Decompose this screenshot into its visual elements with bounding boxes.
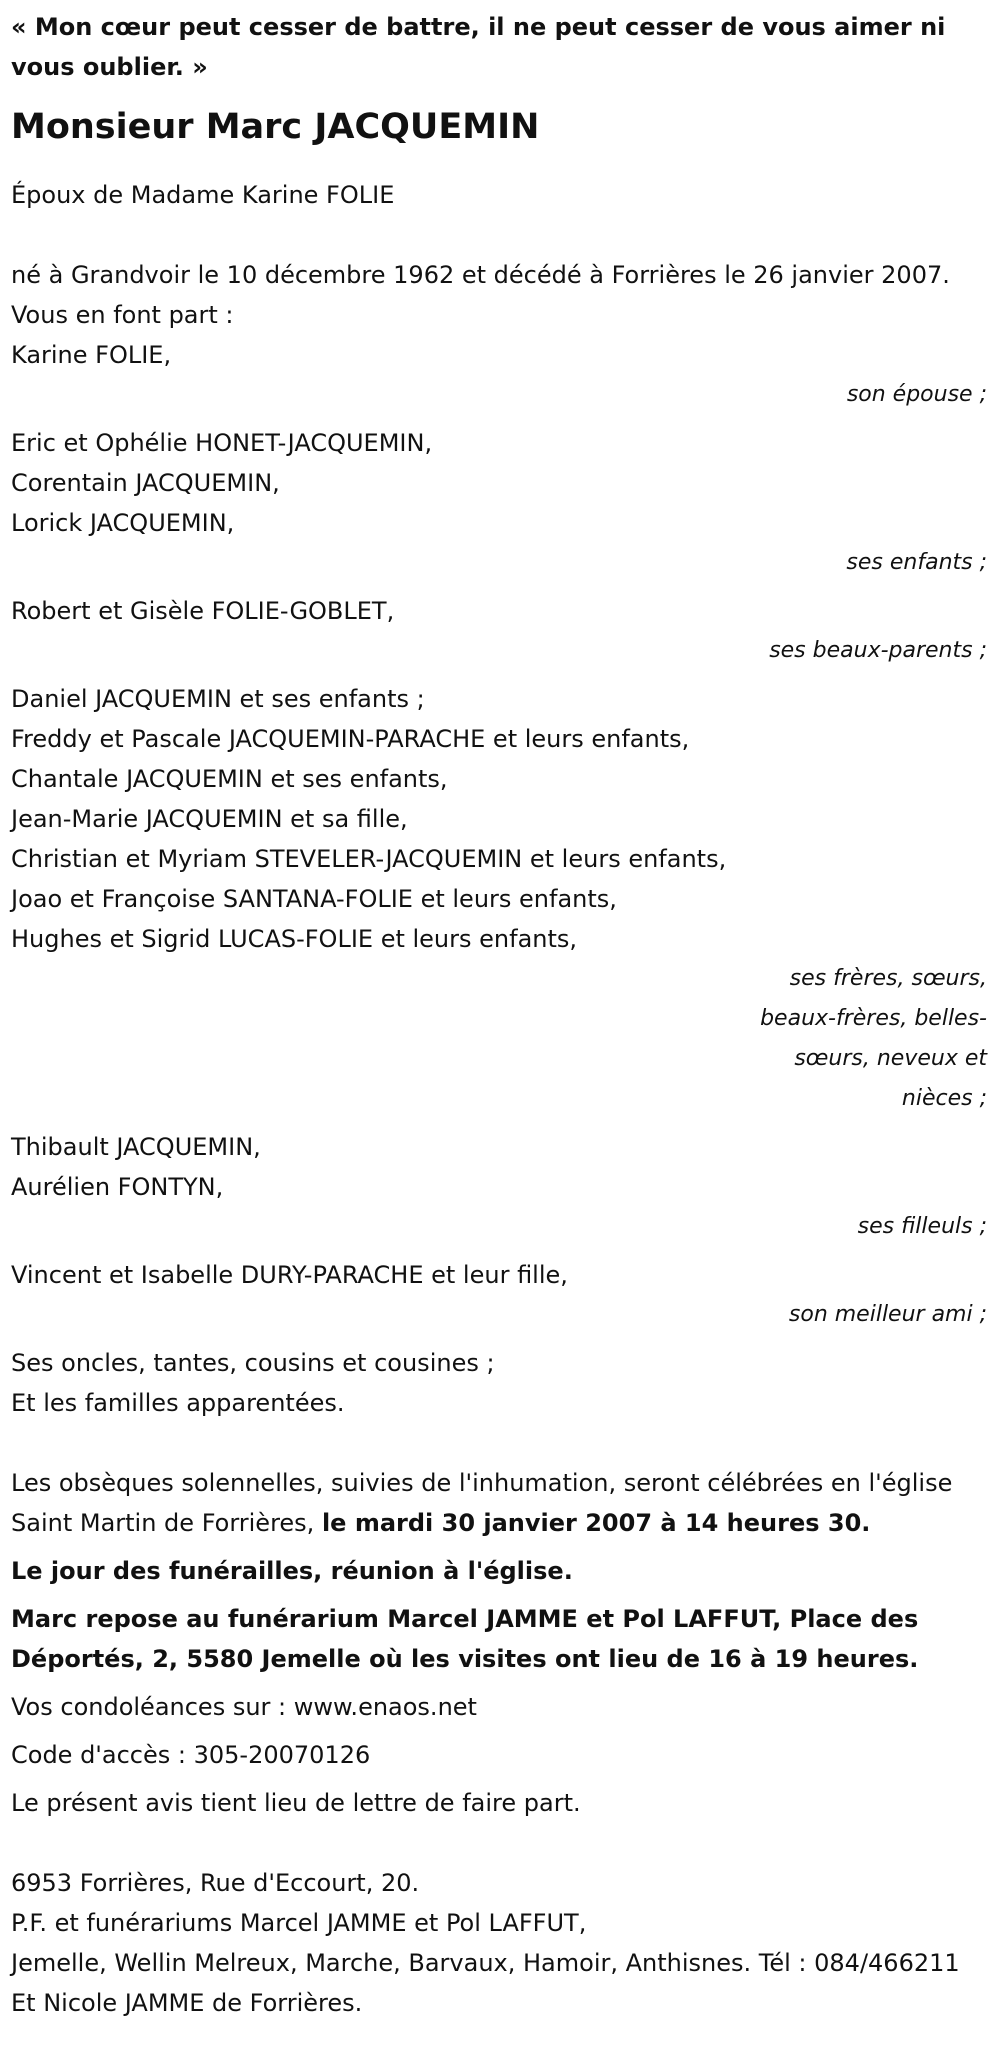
family-name: Christian et Myriam STEVELER-JACQUEMIN et leurs enfants,: [11, 845, 727, 873]
birth-death-line: né à Grandvoir le 10 décembre 1962 et décédé à Forrières le 26 janvier 2007.: [11, 261, 950, 289]
family-name: Hughes et Sigrid LUCAS-FOLIE et leurs enfants,: [11, 925, 578, 953]
repose-details: Marc repose au funérarium Marcel JAMME et Pol LAFFUT, Place des Déportés, 2, 5580 Jemelle où les visites ont lieu de 16 à 19 heures.: [11, 1605, 919, 1673]
family-group: [11, 335, 991, 415]
family-name: Eric et Ophélie HONET-JACQUEMIN,: [11, 429, 433, 457]
family-group: [11, 679, 991, 1119]
family-name: Thibault JACQUEMIN,: [11, 1133, 261, 1161]
funeral-details: [11, 1463, 991, 1543]
announcers-intro: Vous en font part :: [11, 301, 234, 329]
family-group: [11, 1127, 991, 1247]
family-role: ses enfants ;: [846, 550, 987, 575]
family-name: Robert et Gisèle FOLIE-GOBLET,: [11, 597, 395, 625]
family-name: Aurélien FONTYN,: [11, 1173, 224, 1201]
family-group: [11, 591, 991, 671]
funeral-text: Les obsèques solennelles, suivies de l'inhumation, seront célébrées en l'église Saint Martin de Forrières,: [11, 1469, 953, 1537]
family-group: [11, 1255, 991, 1335]
family-name: Karine FOLIE,: [11, 341, 172, 369]
access-code: Code d'accès : 305-20070126: [11, 1741, 371, 1769]
family-address: 6953 Forrières, Rue d'Eccourt, 20.: [11, 1869, 420, 1897]
family-role: ses beaux-parents ;: [769, 638, 987, 663]
family-name: Vincent et Isabelle DURY-PARACHE et leur fille,: [11, 1261, 568, 1289]
family-name: Joao et Françoise SANTANA-FOLIE et leurs enfants,: [11, 885, 617, 913]
family-group: [11, 423, 991, 583]
family-name: Freddy et Pascale JACQUEMIN-PARACHE et leurs enfants,: [11, 725, 690, 753]
deceased-name: Monsieur Marc JACQUEMIN: [11, 107, 540, 147]
obituary-notice: [11, 0, 991, 2023]
gathering-note: Le jour des funérailles, réunion à l'église.: [11, 1557, 573, 1585]
closing-line: Et Nicole JAMME de Forrières.: [11, 1989, 363, 2017]
funeral-home-locations: Jemelle, Wellin Melreux, Marche, Barvaux, Hamoir, Anthisnes. Tél : 084/466211: [11, 1949, 960, 1977]
family-name: Daniel JACQUEMIN et ses enfants ;: [11, 685, 425, 713]
family-role: son meilleur ami ;: [788, 1302, 987, 1327]
family-name: Chantale JACQUEMIN et ses enfants,: [11, 765, 448, 793]
family-role: ses filleuls ;: [857, 1214, 987, 1239]
extended-family-line: Ses oncles, tantes, cousins et cousines ;: [11, 1349, 495, 1377]
family-name: Lorick JACQUEMIN,: [11, 509, 235, 537]
condolences-link: Vos condoléances sur : www.enaos.net: [11, 1693, 477, 1721]
family-role: ses frères, sœurs, beaux-frères, belles-sœurs, neveux et nièces ;: [760, 966, 987, 1111]
epitaph-quote: « Mon cœur peut cesser de battre, il ne peut cesser de vous aimer ni vous oublier. »: [11, 13, 946, 81]
funeral-home: P.F. et funérariums Marcel JAMME et Pol LAFFUT,: [11, 1909, 587, 1937]
extended-family-line: Et les familles apparentées.: [11, 1389, 345, 1417]
family-name: Jean-Marie JACQUEMIN et sa fille,: [11, 805, 408, 833]
notice-statement: Le présent avis tient lieu de lettre de faire part.: [11, 1789, 581, 1817]
family-name: Corentain JACQUEMIN,: [11, 469, 280, 497]
spouse-line: Époux de Madame Karine FOLIE: [11, 181, 395, 209]
funeral-date: le mardi 30 janvier 2007 à 14 heures 30.: [321, 1509, 871, 1537]
family-role: son épouse ;: [846, 382, 987, 407]
